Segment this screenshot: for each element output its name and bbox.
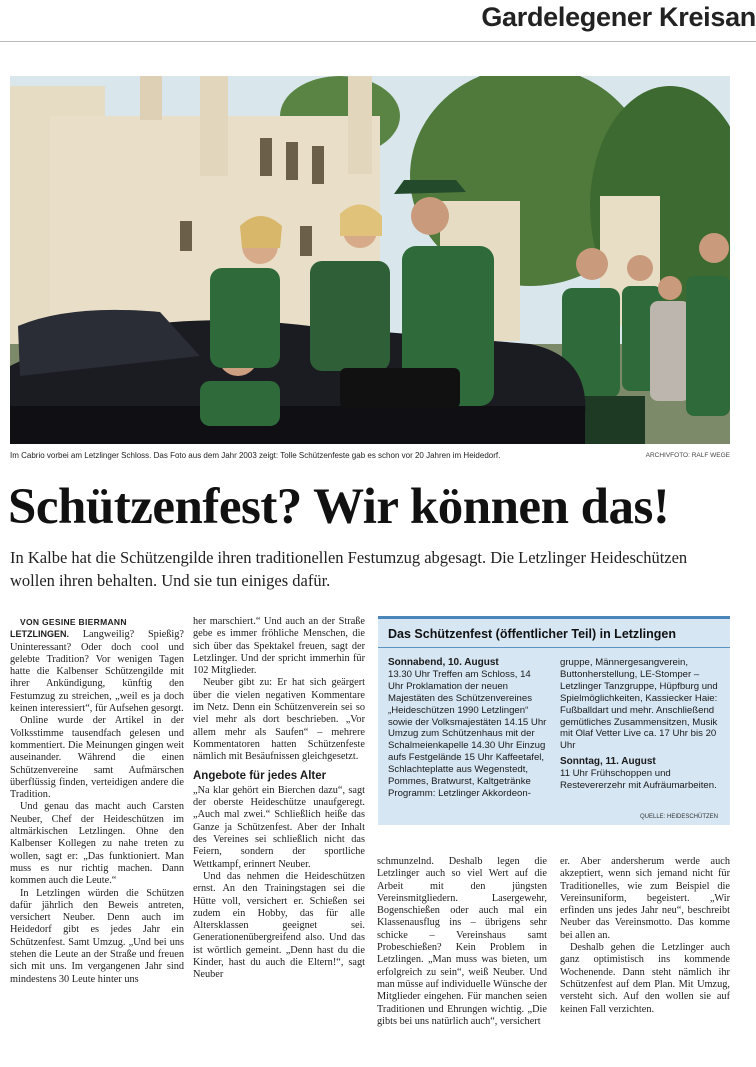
masthead-rule — [0, 41, 756, 42]
article-paragraph: schmunzelnd. Deshalb legen die Letzlinger auch so viel Wert auf die Arbeit mit den jüngsten Vereinsmitgliedern. Lasergewehr, Bogenschießen oder auch mal ein Klassenausflug ins – übrigens sehr schicke – Vereinshaus samt Probeschießen? Kein Problem in Letzlingen. „Man muss was bieten, um erfolgreich zu sein“, weiß Neuber. Und man müsse auf individuelle Wünsche der Mitglieder eingehen. Für manchen seien Traditionen und Ehrungen wichtig. „Die gibts bei uns natürlich auch“, versichert — [377, 856, 547, 1027]
photo-castle-turret — [200, 76, 228, 176]
article-column-4 — [560, 856, 730, 1016]
article-column-3 — [377, 856, 547, 1028]
info-box-column-1 — [388, 657, 548, 800]
info-box-title: Das Schützenfest (öffentlicher Teil) in Letzlingen — [378, 619, 730, 648]
article-column-1 — [10, 616, 184, 986]
info-day-sunday: Sonntag, 11. August — [560, 756, 656, 768]
article-paragraph: Und das nehmen die Heideschützen ernst. An den Trainingstagen sei die Hütte voll, versichert er. Schießen sei zudem ein Hobby, das für alle Altersklassen geeignet sei. Generationenübergreifend also. Und das ist wörtlich gemeint. „Denn hast du die Kinder, hast du auch die Eltern!“, sagt Neuber — [193, 870, 365, 981]
photo-illustration — [10, 76, 730, 444]
article-paragraph: Deshalb gehen die Letzlinger auch ganz optimistisch ins kommende Wochenende. Dann steht nämlich ihr Schützenfest auf dem Plan. Mit Umzug, versteht sich. Auf den wollen sie auf keinen Fall verzichten. — [560, 942, 730, 1015]
article-paragraph-text: Langweilig? Spießig? Uninteressant? Oder doch cool und gelebte Tradition? Vor wenigen Tagen hatte die Kalbenser Schützengilde mit ihrer Ankündigung, künftig den Festumzug zu streichen, „weil es ja doch keinen interessiert“, für Aufsehen gesorgt. — [10, 629, 184, 715]
info-saturday-program-continued: gruppe, Männergesangverein, Buttonherstellung, LE-Stomper – Letzlinger Tanzgruppe, Hüpfburg und Spielmöglichkeiten, Kassiecker Haie: Fußballdart und mehr. Anschließend gemütliches Zusammensitzen, Musik mit Olaf Vetter Live ca. 17 Uhr bis 20 Uhr — [560, 657, 718, 752]
info-box-source: QUELLE: HEIDESCHÜTZEN — [639, 814, 718, 820]
info-saturday-program: 13.30 Uhr Treffen am Schloss, 14 Uhr Proklamation der neuen Majestäten des Schützenvereines „Heideschützen 1990 Letzlingen“ sowie der Volksmajestäten 14.15 Uhr Umzug zum Schützenhaus mit der Schalmeienkapelle 14.30 Uhr Einzug aufs Festgelände 15 Uhr Kaffeetafel, Schlachteplatte aus Wegenstedt, Pommes, Bratwurst, Kaltgetränke Programm: Letzlinger Akkordeon- — [388, 668, 547, 799]
masthead — [0, 0, 756, 40]
article-dateline: LETZLINGEN. — [10, 629, 69, 640]
article-paragraph: Neuber gibt zu: Er hat sich geärgert über die vielen negativen Kommentare im Netz. Denn ein Schützenverein sei so viel mehr als dort beschrieben. „Vor allem mehr als Saufen“ – mehrere Kommentatoren hatten Schützenfeste nämlich mit Besäufnissen gleichgesetzt. — [193, 677, 365, 763]
photo-caption: Im Cabrio vorbei am Letzlinger Schloss. Das Foto aus dem Jahr 2003 zeigt: Tolle Schützenfeste gab es schon vor 20 Jahren im Heidedorf. — [10, 451, 501, 460]
event-info-box — [378, 616, 730, 825]
article-byline: VON GESINE BIERMANN — [20, 617, 127, 627]
article-paragraph: Und genau das macht auch Carsten Neuber, Chef der Heideschützen im altmärkischen Letzlingen. Ohne den Kalbenser Kollegen zu nahe treten zu wollen, sagt er: „Das funktioniert. Man muss es nur richtig machen. Dann kommen auch die Leute.“ — [10, 801, 184, 887]
article-subhead: Angebote für jedes Alter — [193, 769, 327, 782]
article-photo — [10, 76, 730, 444]
article-paragraph: her marschiert.“ Und auch an der Straße gebe es immer fröhliche Menschen, die sich über das Spektakel freuen, sagt der Letzlinger. Und der spricht immerhin für 102 Mitglieder. — [193, 616, 365, 677]
article-paragraph: „Na klar gehört ein Bierchen dazu“, sagt der oberste Heideschütze unaufgeregt. „Auch mal zwei.“ Schließlich heiße das Ganze ja Schützenfest. Aber der Inhalt des Vereines sei schließlich nicht das Feiern, sondern der sportliche Wettkampf, erinnert Neuber. — [193, 784, 365, 870]
article-column-2 — [193, 616, 365, 982]
article-paragraph: er. Aber andersherum werde auch akzeptiert, wenn sich jemand nicht für Traditionelles, wie zum Beispiel die Vereinsuniform, begeistert. „Wir erfinden uns jedes Jahr neu“, beschreibt Neuber das Vereinsmotto. Das komme bei allen an. — [560, 856, 730, 941]
article-lead: In Kalbe hat die Schützengilde ihren traditionellen Festumzug abgesagt. Die Letzlinger Heideschützen wollen ihren behalten. Und sie tun einiges dafür. — [10, 548, 688, 590]
info-box-column-2 — [560, 657, 720, 792]
article-paragraph — [10, 628, 184, 715]
photo-credit: ARCHIVFOTO: RALF WEGE — [645, 452, 730, 459]
info-sunday-program: 11 Uhr Frühschoppen und Restevererzehr mit Aufräumarbeiten. — [560, 768, 717, 792]
newspaper-section-title: Gardelegener Kreisan — [481, 2, 756, 32]
photo-castle-turret — [140, 76, 162, 120]
article-headline: Schützenfest? Wir können das! — [8, 479, 670, 535]
article-paragraph: In Letzlingen würden die Schützen dafür jährlich den Beweis antreten, versichert Neuber. Denn auch im Heidedorf gibt es jedes Jahr ein Schützenfest. Samt Umzug. „Und bei uns stehen die Leute an der Straße und freuen sich mit uns. Im vergangenen Jahr sind mindestens 30 Leute hinter uns — [10, 887, 184, 985]
info-day-saturday: Sonnabend, 10. August — [388, 657, 499, 668]
photo-castle-turret — [348, 76, 372, 174]
article-paragraph: Online wurde der Artikel in der Volksstimme tausendfach gelesen und kommentiert. Die Meinungen gingen weit auseinander. Während die einen Schützenvereine samt Aufmärschen überflüssig finden, verteidigen andere die Tradition. — [10, 715, 184, 801]
